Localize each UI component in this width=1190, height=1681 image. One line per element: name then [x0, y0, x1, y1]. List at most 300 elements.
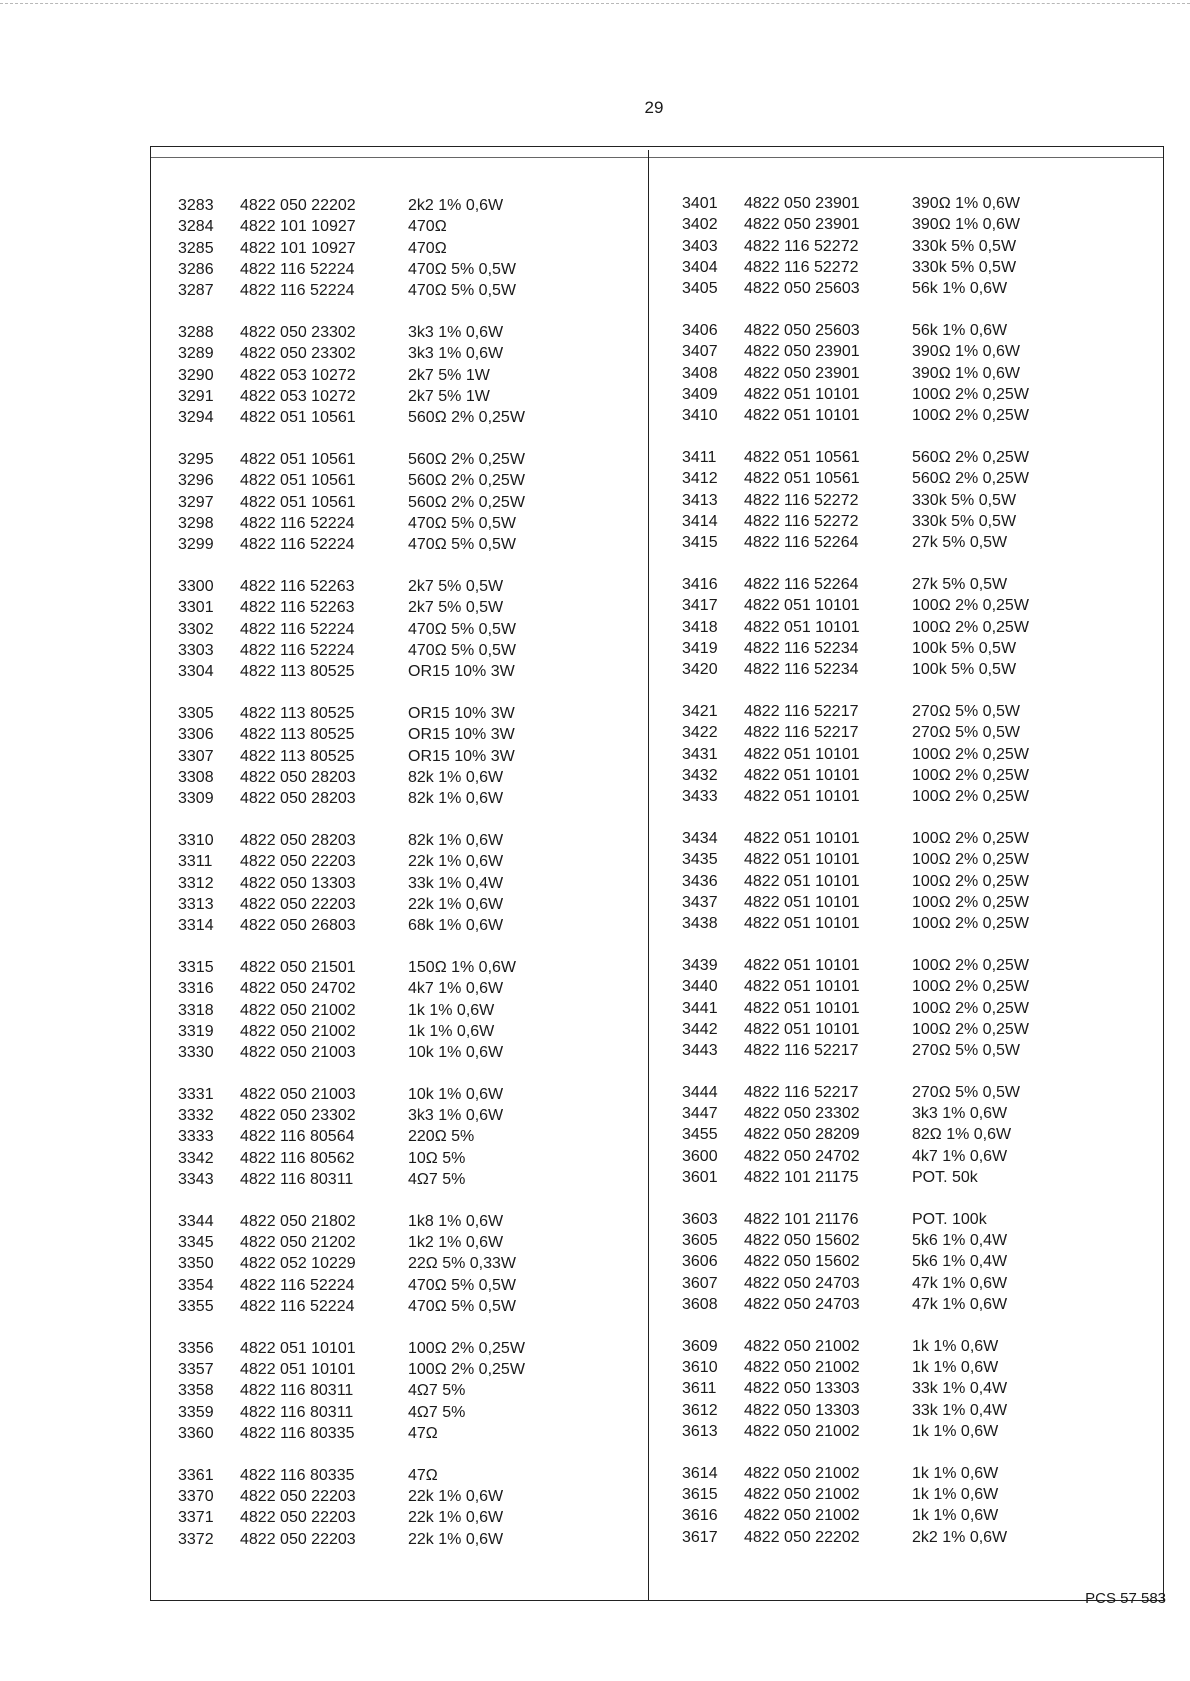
part-value: 100Ω 2% 0,25W — [912, 407, 1029, 425]
part-code: 4822 116 52217 — [744, 1042, 859, 1060]
part-code: 4822 050 24702 — [240, 980, 356, 998]
parts-group — [682, 1209, 1132, 1315]
part-reference: 3419 — [682, 639, 718, 657]
part-reference: 3350 — [178, 1255, 214, 1273]
part-code: 4822 116 52224 — [240, 620, 355, 638]
part-value: 2k2 1% 0,6W — [408, 197, 504, 214]
part-reference: 3303 — [178, 641, 214, 659]
part-row — [682, 574, 1132, 595]
part-value: 470Ω 5% 0,5W — [408, 260, 517, 278]
part-value: 270Ω 5% 0,5W — [912, 1083, 1021, 1101]
part-row — [682, 1505, 1132, 1526]
part-code: 4822 116 52217 — [744, 702, 859, 720]
part-value: 47Ω — [408, 1425, 438, 1443]
part-row — [178, 449, 628, 470]
part-value: 2k7 5% 0,5W — [408, 599, 504, 617]
parts-group — [178, 957, 628, 1063]
part-reference: 3404 — [682, 258, 718, 276]
part-row — [682, 257, 1132, 278]
part-code: 4822 050 24703 — [744, 1274, 860, 1292]
part-row — [682, 1294, 1132, 1315]
part-code: 4822 116 80562 — [240, 1149, 355, 1167]
parts-group — [178, 1211, 628, 1317]
part-value: 100Ω 2% 0,25W — [912, 851, 1029, 869]
part-value: 270Ω 5% 0,5W — [912, 724, 1021, 742]
part-row — [178, 788, 628, 809]
part-code: 4822 116 52217 — [744, 1083, 859, 1101]
part-code: 4822 050 21002 — [240, 1001, 356, 1019]
part-row — [178, 894, 628, 915]
parts-group — [682, 1082, 1132, 1188]
part-reference: 3285 — [178, 239, 214, 257]
part-code: 4822 050 23302 — [240, 345, 356, 363]
part-value: 100Ω 2% 0,25W — [912, 618, 1029, 636]
part-reference: 3422 — [682, 724, 718, 742]
part-reference: 3406 — [682, 321, 718, 339]
part-row — [178, 724, 628, 745]
part-code: 4822 051 10101 — [744, 956, 860, 974]
part-reference: 3315 — [178, 958, 214, 976]
part-value: 1k 1% 0,6W — [912, 1464, 999, 1482]
part-value: 56k 1% 0,6W — [912, 321, 1008, 339]
part-code: 4822 050 21002 — [744, 1486, 860, 1504]
part-code: 4822 050 13303 — [240, 874, 356, 892]
part-row — [682, 638, 1132, 659]
part-reference: 3342 — [178, 1149, 214, 1167]
part-code: 4822 050 15602 — [744, 1232, 860, 1250]
part-value: 100Ω 2% 0,25W — [912, 597, 1029, 615]
part-code: 4822 050 21003 — [240, 1044, 356, 1062]
part-code: 4822 116 52224 — [240, 514, 355, 532]
part-reference: 3607 — [682, 1274, 718, 1292]
part-row — [178, 1359, 628, 1380]
part-code: 4822 050 21202 — [240, 1234, 356, 1252]
part-row — [178, 470, 628, 491]
part-reference: 3356 — [178, 1339, 214, 1357]
part-code: 4822 051 10101 — [744, 618, 860, 636]
part-value: 1k 1% 0,6W — [408, 1001, 495, 1019]
part-reference: 3291 — [178, 387, 214, 405]
part-code: 4822 050 24703 — [744, 1296, 860, 1314]
part-code: 4822 051 10101 — [744, 893, 860, 911]
part-reference: 3294 — [178, 409, 214, 427]
part-value: 82k 1% 0,6W — [408, 831, 504, 849]
part-row — [682, 659, 1132, 680]
part-code: 4822 050 22202 — [744, 1528, 860, 1546]
part-reference: 3410 — [682, 407, 718, 425]
part-code: 4822 051 10101 — [744, 788, 860, 806]
part-reference: 3290 — [178, 366, 214, 384]
part-value: 470Ω — [408, 218, 447, 236]
document-code: PCS 57 583 — [1085, 1590, 1166, 1607]
part-value: 1k8 1% 0,6W — [408, 1212, 504, 1230]
part-row — [178, 513, 628, 534]
part-value: 10k 1% 0,6W — [408, 1044, 504, 1062]
part-row — [682, 722, 1132, 743]
part-reference: 3403 — [682, 237, 718, 255]
part-row — [682, 214, 1132, 235]
part-row — [178, 238, 628, 259]
part-reference: 3355 — [178, 1298, 214, 1316]
part-code: 4822 050 23302 — [240, 323, 356, 341]
part-value: 470Ω 5% 0,5W — [408, 536, 517, 554]
part-row — [178, 1380, 628, 1401]
part-row — [178, 280, 628, 301]
part-row — [682, 976, 1132, 997]
part-value: 1k2 1% 0,6W — [408, 1234, 504, 1252]
part-row — [682, 236, 1132, 257]
part-value: 3k3 1% 0,6W — [912, 1105, 1008, 1123]
part-reference: 3441 — [682, 999, 718, 1017]
part-value: 4Ω7 5% — [408, 1171, 466, 1189]
parts-group — [178, 1338, 628, 1444]
part-value: 22k 1% 0,6W — [408, 1509, 504, 1527]
part-row — [682, 595, 1132, 616]
part-reference: 3302 — [178, 620, 214, 638]
part-code: 4822 051 10561 — [240, 450, 356, 468]
part-reference: 3402 — [682, 216, 718, 234]
left-parts-column — [178, 195, 628, 1571]
part-value: 100Ω 2% 0,25W — [912, 385, 1029, 403]
part-code: 4822 051 10101 — [744, 915, 860, 933]
parts-group — [178, 195, 628, 301]
part-row — [178, 1021, 628, 1042]
part-row — [682, 278, 1132, 299]
part-code: 4822 050 24702 — [744, 1147, 860, 1165]
parts-group — [178, 322, 628, 428]
part-row — [178, 851, 628, 872]
part-row — [178, 1529, 628, 1550]
part-value: 27k 5% 0,5W — [912, 575, 1008, 593]
part-reference: 3601 — [682, 1169, 718, 1187]
part-code: 4822 116 52234 — [744, 661, 859, 679]
part-value: 100Ω 2% 0,25W — [912, 956, 1029, 974]
part-reference: 3415 — [682, 534, 718, 552]
part-reference: 3310 — [178, 831, 214, 849]
part-code: 4822 116 80335 — [240, 1425, 355, 1443]
part-row — [178, 1169, 628, 1190]
part-row — [682, 913, 1132, 934]
part-reference: 3298 — [178, 514, 214, 532]
part-value: 82Ω 1% 0,6W — [912, 1126, 1012, 1144]
part-code: 4822 050 25603 — [744, 280, 860, 298]
part-row — [682, 1357, 1132, 1378]
part-reference: 3617 — [682, 1528, 718, 1546]
part-value: 3k3 1% 0,6W — [408, 1107, 504, 1125]
part-code: 4822 050 21802 — [240, 1212, 356, 1230]
part-code: 4822 116 52224 — [240, 1276, 355, 1294]
part-value: 27k 5% 0,5W — [912, 534, 1008, 552]
part-code: 4822 050 21002 — [744, 1423, 860, 1441]
part-row — [682, 892, 1132, 913]
part-value: 470Ω 5% 0,5W — [408, 514, 517, 532]
part-code: 4822 116 52264 — [744, 534, 859, 552]
part-value: 100Ω 2% 0,25W — [912, 893, 1029, 911]
part-reference: 3360 — [178, 1425, 214, 1443]
part-reference: 3433 — [682, 788, 718, 806]
part-reference: 3616 — [682, 1507, 718, 1525]
part-row — [682, 532, 1132, 553]
part-row — [682, 765, 1132, 786]
part-value: 4k7 1% 0,6W — [408, 980, 504, 998]
part-code: 4822 050 28203 — [240, 768, 356, 786]
part-value: 560Ω 2% 0,25W — [408, 493, 525, 511]
part-value: 330k 5% 0,5W — [912, 237, 1017, 255]
parts-group — [178, 1465, 628, 1550]
part-row — [682, 1421, 1132, 1442]
part-code: 4822 051 10561 — [240, 493, 356, 511]
part-reference: 3304 — [178, 663, 214, 681]
part-code: 4822 050 21002 — [744, 1464, 860, 1482]
part-value: 33k 1% 0,4W — [912, 1380, 1008, 1398]
part-reference: 3610 — [682, 1359, 718, 1377]
part-value: 22k 1% 0,6W — [408, 853, 504, 871]
part-code: 4822 050 28203 — [240, 790, 356, 808]
part-row — [682, 384, 1132, 405]
part-row — [178, 1338, 628, 1359]
part-reference: 3606 — [682, 1253, 718, 1271]
part-reference: 3609 — [682, 1337, 718, 1355]
part-code: 4822 050 22203 — [240, 1530, 356, 1548]
part-code: 4822 051 10561 — [240, 409, 356, 427]
part-reference: 3318 — [178, 1001, 214, 1019]
part-reference: 3416 — [682, 575, 718, 593]
part-code: 4822 053 10272 — [240, 366, 356, 384]
part-row — [682, 1378, 1132, 1399]
parts-group — [682, 1336, 1132, 1442]
part-code: 4822 101 10927 — [240, 218, 356, 236]
part-row — [178, 1211, 628, 1232]
part-row — [682, 1336, 1132, 1357]
part-row — [178, 703, 628, 724]
part-reference: 3443 — [682, 1042, 718, 1060]
part-reference: 3316 — [178, 980, 214, 998]
part-code: 4822 050 21002 — [744, 1337, 860, 1355]
part-code: 4822 116 52263 — [240, 599, 355, 617]
part-code: 4822 051 10561 — [744, 470, 860, 488]
part-reference: 3421 — [682, 702, 718, 720]
part-value: 560Ω 2% 0,25W — [912, 448, 1029, 466]
part-value: 68k 1% 0,6W — [408, 917, 504, 935]
part-reference: 3312 — [178, 874, 214, 892]
part-value: 100Ω 2% 0,25W — [912, 1020, 1029, 1038]
part-reference: 3408 — [682, 364, 718, 382]
part-value: 330k 5% 0,5W — [912, 258, 1017, 276]
part-value: 470Ω 5% 0,5W — [408, 282, 517, 300]
part-row — [178, 619, 628, 640]
part-code: 4822 051 10101 — [744, 385, 860, 403]
parts-group — [682, 955, 1132, 1061]
part-value: 390Ω 1% 0,6W — [912, 364, 1021, 382]
part-code: 4822 116 80311 — [240, 1382, 354, 1400]
part-value: 3k3 1% 0,6W — [408, 323, 504, 341]
part-value: 56k 1% 0,6W — [912, 280, 1008, 298]
part-code: 4822 050 15602 — [744, 1253, 860, 1271]
part-reference: 3412 — [682, 470, 718, 488]
part-row — [178, 1402, 628, 1423]
part-row — [178, 1232, 628, 1253]
part-reference: 3361 — [178, 1466, 214, 1484]
part-reference: 3420 — [682, 661, 718, 679]
part-reference: 3439 — [682, 956, 718, 974]
part-code: 4822 050 21501 — [240, 958, 356, 976]
part-row — [682, 871, 1132, 892]
part-row — [178, 322, 628, 343]
part-value: 47k 1% 0,6W — [912, 1274, 1008, 1292]
part-reference: 3435 — [682, 851, 718, 869]
part-value: 100Ω 2% 0,25W — [912, 829, 1029, 847]
part-value: 560Ω 2% 0,25W — [912, 470, 1029, 488]
part-reference: 3344 — [178, 1212, 214, 1230]
part-value: 470Ω — [408, 239, 447, 257]
part-code: 4822 116 52234 — [744, 639, 859, 657]
part-reference: 3345 — [178, 1234, 214, 1252]
part-code: 4822 050 13303 — [744, 1380, 860, 1398]
part-code: 4822 116 52264 — [744, 575, 859, 593]
page-number: 29 — [644, 98, 664, 117]
part-row — [178, 1465, 628, 1486]
part-value: 100k 5% 0,5W — [912, 639, 1017, 657]
part-value: 470Ω 5% 0,5W — [408, 641, 517, 659]
part-value: 100Ω 2% 0,25W — [912, 766, 1029, 784]
part-code: 4822 051 10101 — [744, 745, 860, 763]
part-code: 4822 050 23302 — [744, 1105, 860, 1123]
part-value: 1k 1% 0,6W — [912, 1486, 999, 1504]
part-row — [178, 767, 628, 788]
part-code: 4822 116 52224 — [240, 260, 355, 278]
part-reference: 3295 — [178, 450, 214, 468]
part-value: POT. 50k — [912, 1169, 978, 1187]
part-row — [178, 343, 628, 364]
part-row — [682, 617, 1132, 638]
part-row — [178, 957, 628, 978]
part-reference: 3608 — [682, 1296, 718, 1314]
part-row — [178, 492, 628, 513]
parts-group — [178, 1084, 628, 1190]
part-code: 4822 101 21176 — [744, 1210, 859, 1228]
part-value: 100Ω 2% 0,25W — [912, 978, 1029, 996]
part-code: 4822 050 21002 — [744, 1359, 860, 1377]
part-code: 4822 116 80335 — [240, 1466, 355, 1484]
part-row — [178, 597, 628, 618]
part-value: 4k7 1% 0,6W — [912, 1147, 1008, 1165]
part-row — [178, 1084, 628, 1105]
part-code: 4822 116 80564 — [240, 1128, 355, 1146]
part-code: 4822 116 52217 — [744, 724, 859, 742]
part-value: 560Ω 2% 0,25W — [408, 450, 525, 468]
part-reference: 3432 — [682, 766, 718, 784]
part-value: 560Ω 2% 0,25W — [408, 409, 525, 427]
part-row — [178, 259, 628, 280]
part-row — [682, 405, 1132, 426]
part-reference: 3305 — [178, 704, 214, 722]
part-value: 2k7 5% 1W — [408, 366, 490, 384]
part-reference: 3411 — [682, 448, 717, 466]
part-reference: 3440 — [682, 978, 718, 996]
part-code: 4822 050 28203 — [240, 831, 356, 849]
part-code: 4822 051 10101 — [744, 999, 860, 1017]
part-reference: 3437 — [682, 893, 718, 911]
part-reference: 3600 — [682, 1147, 718, 1165]
part-reference: 3442 — [682, 1020, 718, 1038]
part-row — [682, 1167, 1132, 1188]
part-reference: 3605 — [682, 1232, 718, 1250]
part-row — [178, 978, 628, 999]
part-row — [682, 1146, 1132, 1167]
part-row — [682, 320, 1132, 341]
part-reference: 3615 — [682, 1486, 718, 1504]
part-value: 1k 1% 0,6W — [912, 1423, 999, 1441]
part-reference: 3413 — [682, 491, 718, 509]
parts-group — [178, 576, 628, 682]
part-code: 4822 113 80525 — [240, 704, 355, 722]
part-row — [178, 1126, 628, 1147]
part-reference: 3287 — [178, 282, 214, 300]
part-code: 4822 101 10927 — [240, 239, 356, 257]
part-code: 4822 052 10229 — [240, 1255, 356, 1273]
part-reference: 3371 — [178, 1509, 214, 1527]
part-value: 100Ω 2% 0,25W — [912, 915, 1029, 933]
part-row — [178, 195, 628, 216]
part-reference: 3314 — [178, 917, 214, 935]
part-row — [178, 1296, 628, 1317]
part-value: 560Ω 2% 0,25W — [408, 472, 525, 490]
parts-group — [682, 447, 1132, 553]
part-reference: 3613 — [682, 1423, 718, 1441]
part-row — [178, 830, 628, 851]
part-row — [682, 1400, 1132, 1421]
part-row — [178, 1507, 628, 1528]
part-code: 4822 113 80525 — [240, 726, 355, 744]
part-code: 4822 113 80525 — [240, 663, 355, 681]
part-value: 330k 5% 0,5W — [912, 512, 1017, 530]
part-row — [178, 1000, 628, 1021]
part-reference: 3289 — [178, 345, 214, 363]
part-row — [178, 873, 628, 894]
part-value: 390Ω 1% 0,6W — [912, 195, 1021, 212]
part-value: 330k 5% 0,5W — [912, 491, 1017, 509]
part-value: 470Ω 5% 0,5W — [408, 620, 517, 638]
part-row — [682, 468, 1132, 489]
part-row — [178, 576, 628, 597]
part-reference: 3296 — [178, 472, 214, 490]
part-row — [178, 1105, 628, 1126]
part-code: 4822 116 52224 — [240, 536, 355, 554]
part-code: 4822 051 10561 — [744, 448, 860, 466]
part-value: 100Ω 2% 0,25W — [912, 745, 1029, 763]
part-row — [682, 701, 1132, 722]
part-code: 4822 050 25603 — [744, 321, 860, 339]
part-reference: 3309 — [178, 790, 214, 808]
part-value: 270Ω 5% 0,5W — [912, 1042, 1021, 1060]
part-row — [682, 1484, 1132, 1505]
part-value: OR15 10% 3W — [408, 704, 515, 722]
part-row — [682, 1019, 1132, 1040]
column-divider — [648, 150, 649, 1600]
part-value: 470Ω 5% 0,5W — [408, 1298, 517, 1316]
part-value: OR15 10% 3W — [408, 663, 515, 681]
parts-group — [178, 703, 628, 809]
part-row — [178, 534, 628, 555]
part-value: 47Ω — [408, 1466, 438, 1484]
part-code: 4822 116 52272 — [744, 491, 859, 509]
part-reference: 3359 — [178, 1403, 214, 1421]
part-reference: 3297 — [178, 493, 214, 511]
part-reference: 3299 — [178, 536, 214, 554]
part-value: 4Ω7 5% — [408, 1403, 466, 1421]
part-reference: 3401 — [682, 195, 718, 212]
part-code: 4822 050 23901 — [744, 364, 860, 382]
